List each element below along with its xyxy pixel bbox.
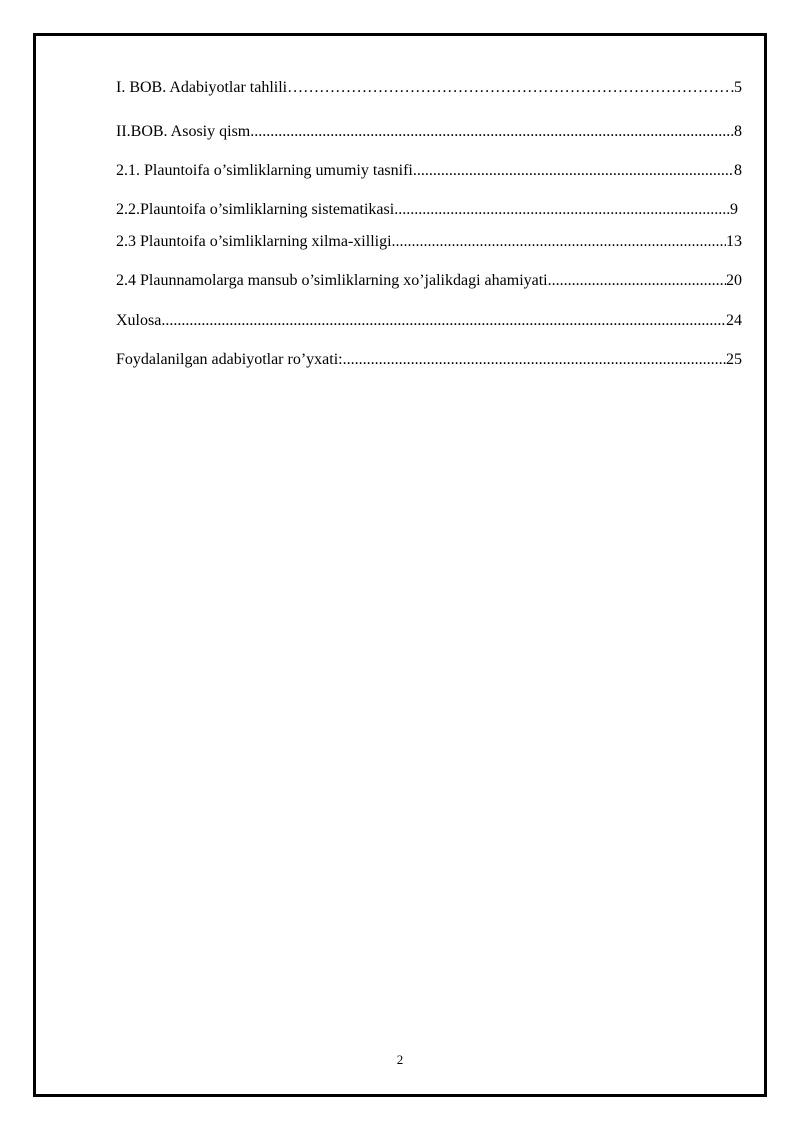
toc-entry-xilma-xilligi[interactable] <box>116 230 742 254</box>
toc-dot-leader <box>250 120 734 144</box>
toc-entry-page: 13 <box>726 233 742 250</box>
toc-entry-page: 8 <box>734 162 742 179</box>
toc-entry-title: 2.3 Plauntoifa o’simliklarning xilma-xilligi <box>116 233 392 250</box>
toc-dot-leader <box>287 76 734 100</box>
toc-entry-title: I. BOB. Adabiyotlar tahlili <box>116 79 288 96</box>
toc-entry-umumiy-tasnifi[interactable] <box>116 159 742 183</box>
toc-entry-xulosa[interactable] <box>116 309 742 333</box>
toc-entry-adabiyotlar-tahlili[interactable] <box>116 76 742 100</box>
toc-entry-page: 25 <box>726 351 742 368</box>
toc-entry-page: 20 <box>726 272 742 289</box>
toc-entry-asosiy-qism[interactable] <box>116 120 742 144</box>
toc-entry-ahamiyati[interactable] <box>116 269 742 293</box>
toc-entry-sistematikasi[interactable] <box>116 198 738 222</box>
toc-dot-leader <box>394 198 730 222</box>
toc-entry-page: 8 <box>734 123 742 140</box>
toc-entry-page: 24 <box>726 312 742 329</box>
toc-entry-title: II.BOB. Asosiy qism <box>116 123 251 140</box>
toc-entry-adabiyotlar-royxati[interactable] <box>116 348 742 372</box>
toc-entry-page: 5 <box>734 79 742 96</box>
toc-entry-title: Foydalanilgan adabiyotlar ro’yxati: <box>116 351 343 368</box>
toc-entry-page: 9 <box>730 201 738 218</box>
toc-dot-leader <box>392 230 726 254</box>
toc-entry-title: 2.2.Plauntoifa o’simliklarning sistematikasi <box>116 201 395 218</box>
toc-dot-leader <box>161 309 726 333</box>
page-border <box>33 33 767 1097</box>
toc-entry-title: 2.4 Plaunnamolarga mansub o’simliklarning xo’jalikdagi ahamiyati <box>116 272 548 289</box>
page-number: 2 <box>396 1052 404 1067</box>
toc-dot-leader <box>343 348 726 372</box>
toc-dot-leader <box>413 159 734 183</box>
toc-entry-title: Xulosa <box>116 312 162 329</box>
toc-entry-title: 2.1. Plauntoifa o’simliklarning umumiy tasnifi <box>116 162 413 179</box>
toc-dot-leader <box>548 269 726 293</box>
